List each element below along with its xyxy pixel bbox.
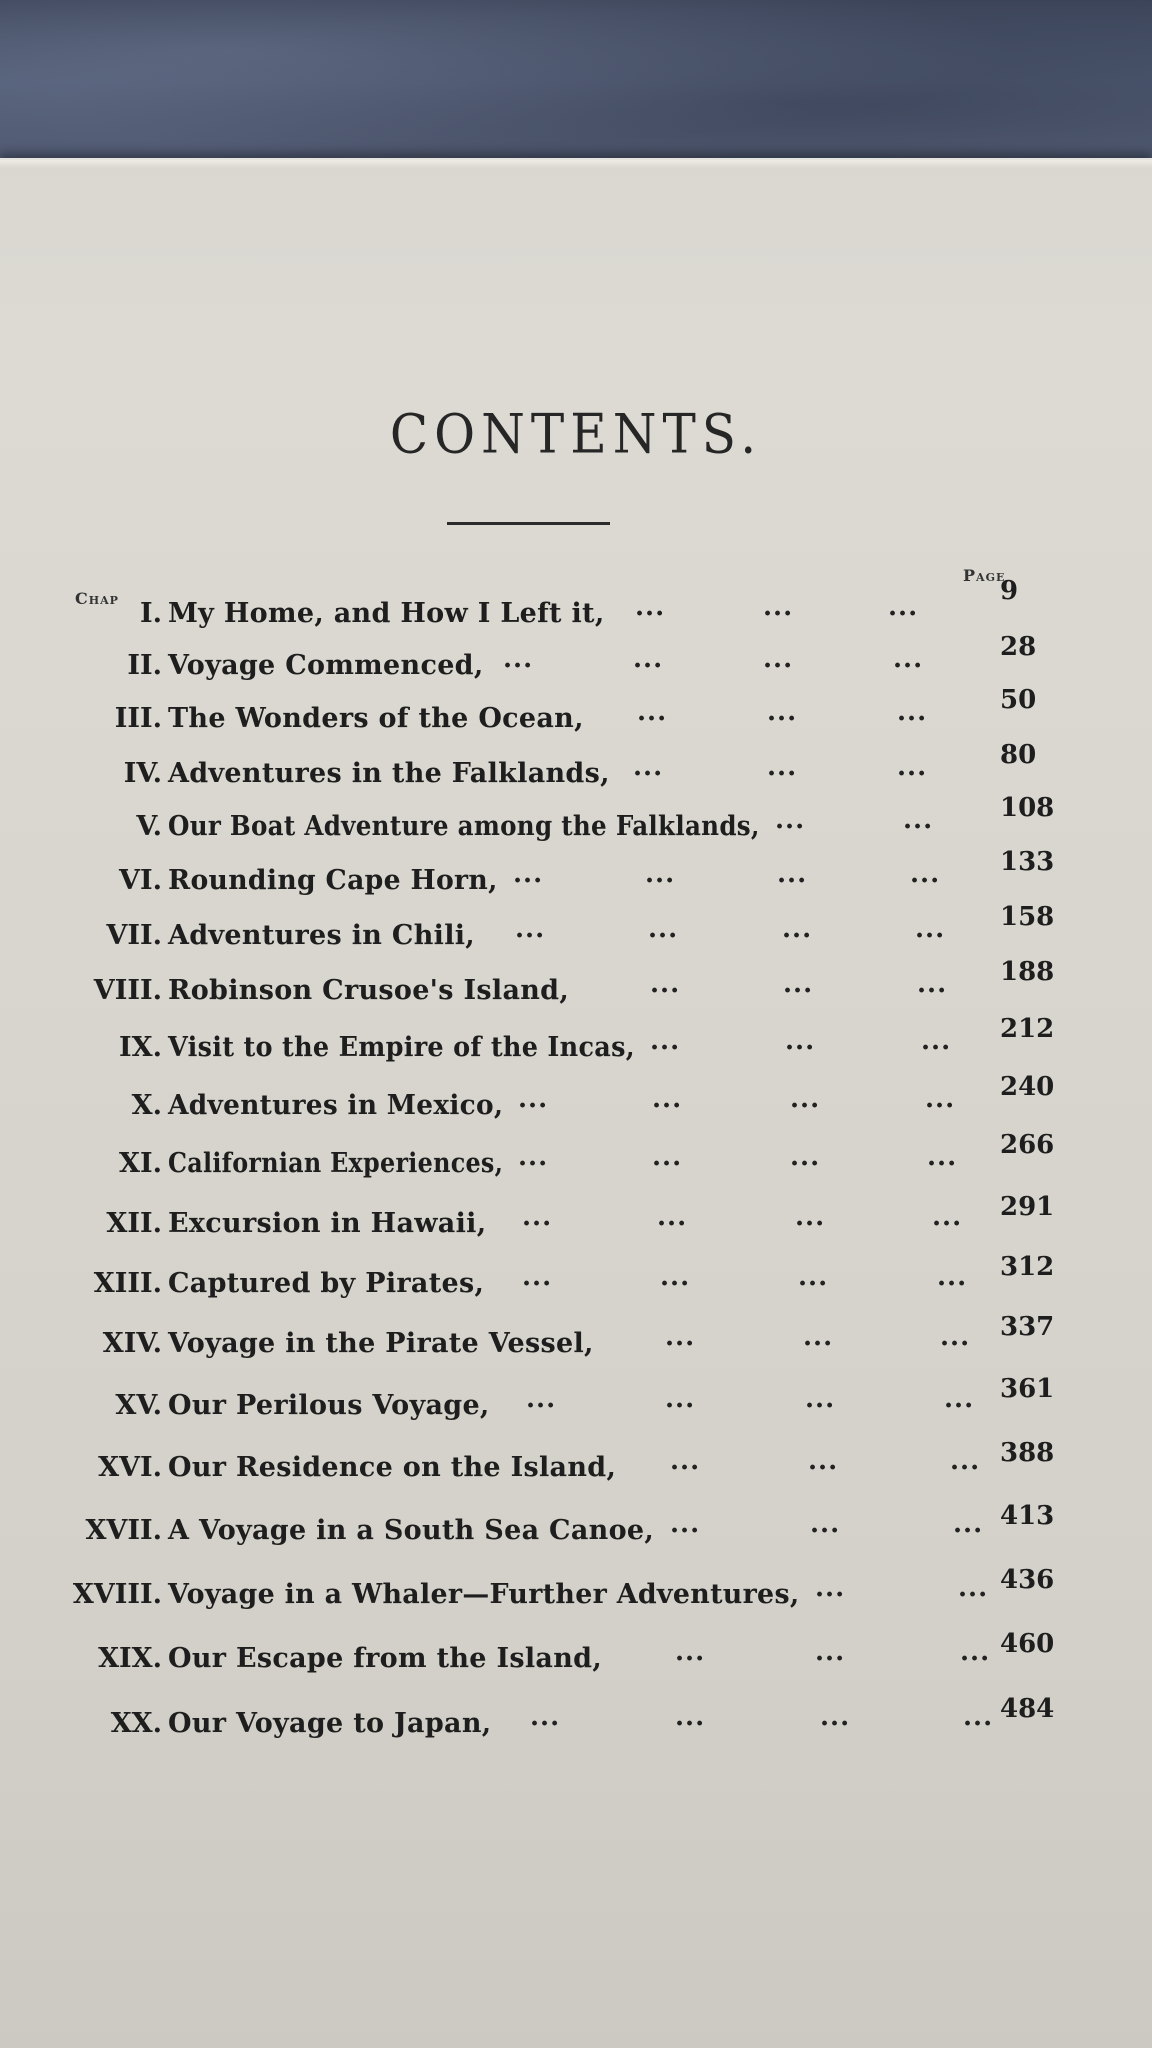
chapter-title: Adventures in Mexico, [168,1090,504,1121]
chapter-number: V. [136,811,162,842]
leader-dots: ... [785,1026,816,1056]
leader-dots: ... [805,1384,836,1414]
chapter-number: IV. [123,758,162,789]
leader-dots: ... [652,1084,683,1114]
chapter-column-label: Chap [75,589,119,608]
chapter-number: II. [127,650,162,681]
page-number: 240 [1000,1072,1055,1102]
toc-entry [0,902,1152,960]
toc-entry [0,1501,1152,1555]
dot-leader [0,1702,1152,1748]
leader-dots: ... [657,1202,688,1232]
page-number: 212 [1000,1014,1055,1044]
page-column-label: Page [963,566,1006,585]
chapter-title: Voyage in the Pirate Vessel, [168,1328,594,1359]
leader-dots: ... [530,1702,561,1732]
leader-dots: ... [921,1026,952,1056]
page-number: 388 [1000,1438,1055,1468]
leader-dots: ... [910,859,941,889]
page-number: 266 [1000,1130,1055,1160]
toc-entry [0,1438,1152,1492]
page-title: CONTENTS. [389,402,763,466]
chapter-title: Californian Experiences, [168,1148,504,1179]
toc-entry [0,793,1152,851]
leader-dots: ... [526,1384,557,1414]
toc-entry [0,1565,1152,1619]
leader-dots: ... [937,1262,968,1292]
chapter-title: Voyage in a Whaler—Further Adventures, [168,1579,800,1610]
chapter-title: My Home, and How I Left it, [168,598,605,629]
leader-dots: ... [783,969,814,999]
leader-dots: ... [897,697,928,727]
toc-entry [0,1252,1152,1308]
leader-dots: ... [953,1509,984,1539]
leader-dots: ... [808,1446,839,1476]
leader-dots: ... [670,1446,701,1476]
toc-entry [0,1694,1152,1748]
chapter-number: IX. [119,1032,162,1063]
chapter-title: Adventures in the Falklands, [168,758,610,789]
toc-entry [0,740,1152,798]
page-number: 108 [1000,793,1055,823]
chapter-number: XII. [106,1208,162,1239]
page-number: 312 [1000,1252,1055,1282]
dot-leader [0,1446,1152,1492]
page-number: 413 [1000,1501,1055,1531]
leader-dots: ... [633,752,664,782]
leader-dots: ... [810,1509,841,1539]
leader-dots: ... [775,805,806,835]
leader-dots: ... [903,805,934,835]
toc-entry [0,1130,1152,1188]
page-number: 50 [1000,685,1037,715]
page-edge [0,160,1152,168]
leader-dots: ... [652,1142,683,1172]
chapter-number: XVIII. [72,1579,162,1610]
page-number: 460 [1000,1629,1055,1659]
chapter-title: Adventures in Chili, [168,920,476,951]
dot-leader [0,1637,1152,1683]
chapter-number: X. [131,1090,162,1121]
leader-dots: ... [522,1202,553,1232]
leader-dots: ... [518,1084,549,1114]
leader-dots: ... [518,1142,549,1172]
chapter-title: Voyage Commenced, [168,650,484,681]
page-number: 337 [1000,1312,1055,1342]
leader-dots: ... [893,644,924,674]
leader-dots: ... [635,592,666,622]
leader-dots: ... [650,1026,681,1056]
leader-dots: ... [950,1446,981,1476]
chapter-title: Captured by Pirates, [168,1268,485,1299]
chapter-title: Visit to the Empire of the Incas, [168,1032,635,1063]
chapter-number: III. [114,703,162,734]
chapter-number: XVII. [85,1515,162,1546]
toc-entry [0,1072,1152,1130]
toc-entry [0,847,1152,905]
leader-dots: ... [960,1637,991,1667]
chapter-number: VIII. [93,975,162,1006]
chapter-title: Our Residence on the Island, [168,1452,617,1483]
chapter-title: Our Escape from the Island, [168,1643,603,1674]
leader-dots: ... [888,592,919,622]
chapter-number: XVI. [98,1452,162,1483]
leader-dots: ... [675,1702,706,1732]
chapter-title: Our Voyage to Japan, [168,1708,492,1739]
page-number: 28 [1000,632,1037,662]
leader-dots: ... [670,1509,701,1539]
toc-entry [0,576,1152,638]
page-number: 158 [1000,902,1055,932]
leader-dots: ... [503,644,534,674]
leader-dots: ... [932,1202,963,1232]
chapter-number: XIV. [102,1328,162,1359]
leader-dots: ... [803,1322,834,1352]
leader-dots: ... [660,1262,691,1292]
leader-dots: ... [665,1322,696,1352]
page-number: 291 [1000,1192,1055,1222]
dot-leader [0,592,1152,638]
chapter-title: Our Perilous Voyage, [168,1390,490,1421]
page-number: 484 [1000,1694,1055,1724]
leader-dots: ... [944,1384,975,1414]
chapter-title: The Wonders of the Ocean, [168,703,584,734]
chapter-title: A Voyage in a South Sea Canoe, [168,1515,655,1546]
toc-entry [0,957,1152,1015]
chapter-number: XV. [115,1390,162,1421]
leader-dots: ... [927,1142,958,1172]
toc-entry [0,632,1152,690]
leader-dots: ... [650,969,681,999]
leader-dots: ... [790,1084,821,1114]
page-number: 133 [1000,847,1055,877]
leader-dots: ... [915,914,946,944]
leader-dots: ... [767,697,798,727]
chapter-number: XIX. [98,1643,162,1674]
chapter-number: I. [139,598,162,629]
chapter-title: Excursion in Hawaii, [168,1208,487,1239]
dot-leader [0,1509,1152,1555]
leader-dots: ... [763,592,794,622]
leader-dots: ... [795,1202,826,1232]
chapter-number: XX. [110,1708,162,1739]
title-rule [447,522,610,525]
leader-dots: ... [513,859,544,889]
leader-dots: ... [790,1142,821,1172]
leader-dots: ... [815,1637,846,1667]
page-number: 188 [1000,957,1055,987]
chapter-title: Our Boat Adventure among the Falklands, [168,811,760,842]
leader-dots: ... [820,1702,851,1732]
chapter-title: Robinson Crusoe's Island, [168,975,570,1006]
chapter-number: VI. [119,865,162,896]
page-number: 361 [1000,1374,1055,1404]
toc-entry [0,1312,1152,1368]
page-number: 80 [1000,740,1037,770]
leader-dots: ... [815,1573,846,1603]
leader-dots: ... [963,1702,994,1732]
backdrop-cloth [0,0,1152,170]
leader-dots: ... [645,859,676,889]
leader-dots: ... [925,1084,956,1114]
leader-dots: ... [648,914,679,944]
leader-dots: ... [917,969,948,999]
toc-entry [0,1014,1152,1072]
chapter-title: Rounding Cape Horn, [168,865,498,896]
chapter-number: XI. [119,1148,162,1179]
leader-dots: ... [958,1573,989,1603]
leader-dots: ... [763,644,794,674]
toc-entry [0,1192,1152,1248]
leader-dots: ... [782,914,813,944]
toc-entry [0,1374,1152,1430]
leader-dots: ... [633,644,664,674]
leader-dots: ... [940,1322,971,1352]
leader-dots: ... [798,1262,829,1292]
chapter-number: VII. [106,920,162,951]
leader-dots: ... [897,752,928,782]
page-number: 436 [1000,1565,1055,1595]
leader-dots: ... [522,1262,553,1292]
leader-dots: ... [675,1637,706,1667]
toc-entry [0,1629,1152,1683]
leader-dots: ... [777,859,808,889]
leader-dots: ... [767,752,798,782]
leader-dots: ... [515,914,546,944]
leader-dots: ... [637,697,668,727]
page-number: 9 [1000,576,1019,606]
toc-entry [0,685,1152,743]
chapter-number: XIII. [93,1268,162,1299]
leader-dots: ... [665,1384,696,1414]
dot-leader [0,1573,1152,1619]
